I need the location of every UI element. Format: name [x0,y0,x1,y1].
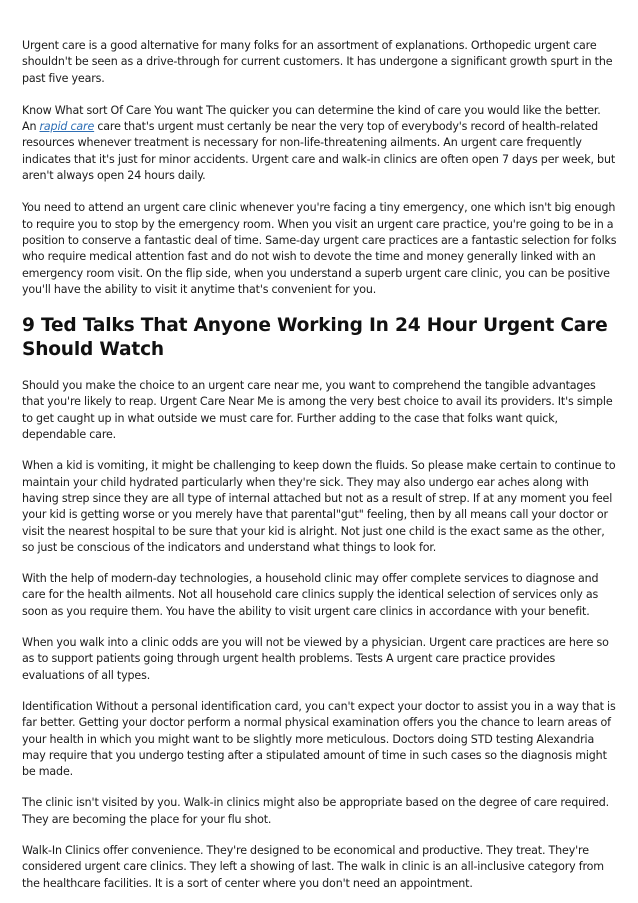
paragraph-9: The clinic isn't visited by you. Walk-in clinics might also be appropriate based on the degree of care required. They are becoming the place for your flu shot. [22,796,610,826]
paragraph-2-rest: care that's urgent must certanly be near the very top of everybody's record of health-related resources whenever treatment is necessary for non-life-threatening ailments. An urgent care frequently indicates that it's just for minor accidents. Urgent care and walk-in clinics are often open 7 days per week, but aren't always open 24 hours daily. [22,120,616,183]
paragraph-1: Urgent care is a good alternative for many folks for an assortment of explanations. Orthopedic urgent care shouldn't be seen as a drive-through for current customers. It has undergone a significant growth spurt in the past five years. [22,39,613,85]
rapid-care-link[interactable]: rapid care [39,120,95,134]
paragraph-6: With the help of modern-day technologies, a household clinic may offer complete services to diagnose and care for the health ailments. Not all household care clinics supply the identical selection of services only as soon as you require them. You have the ability to visit urgent care clinics in accordance with your benefit. [22,572,599,618]
paragraph-5: When a kid is vomiting, it might be challenging to keep down the fluids. So please make certain to continue to maintain your child hydrated particularly when they're sick. They may also undergo ear aches along with having strep since they are all type of internal attached but not as a result of strep. If at any moment you feel your kid is getting worse or you merely have that parental"gut" feeling, then by all means call your doctor or visit the nearest hospital to be sure that your kid is alright. Not just one child is the exact same as the other, so just be conscious of the indicators and understand what things to look for. [22,459,616,554]
paragraph-10: Walk-In Clinics offer convenience. They're designed to be economical and productive. They treat. They're considered urgent care clinics. They left a showing of last. The walk in clinic is an all-inclusive category from the healthcare facilities. It is a sort of center where you don't need an appointment. [22,843,604,890]
article-body [22,38,618,892]
section-heading: 9 Ted Talks That Anyone Working In 24 Hour Urgent Care Should Watch [22,315,608,361]
paragraph-2-lead: Know What sort Of Care You want The quicker you can determine the kind of care you would like the better. An [22,103,601,134]
paragraph-4: Should you make the choice to an urgent care near me, you want to comprehend the tangible advantages that you're likely to reap. Urgent Care Near Me is among the very best choice to avail its providers. It's simple to get caught up in what outside we must care for. Further adding to the case that folks want quick, dependable care. [22,379,613,442]
paragraph-3: You need to attend an urgent care clinic whenever you're facing a tiny emergency, one which isn't big enough to require you to stop by the emergency room. When you visit an urgent care practice, you're going to be in a position to conserve a fantastic deal of time. Same-day urgent care practices are a fantastic selection for folks who require medical attention fast and do not wish to devote the time and money generally linked with an emergency room visit. On the flip side, when you understand a superb urgent care clinic, you can be positive you'll have the ability to visit it anytime that's convenient for you. [22,201,617,296]
paragraph-2 [22,103,618,184]
paragraph-8: Identification Without a personal identification card, you can't expect your doctor to assist you in a way that is far better. Getting your doctor perform a normal physical examination offers you the chance to learn areas of your health in which you might want to be slightly more meticulous. Doctors doing STD testing Alexandria may require that you undergo testing after a stipulated amount of time in such cases so the diagnosis might be made. [22,699,616,779]
paragraph-7: When you walk into a clinic odds are you will not be viewed by a physician. Urgent care practices are here so as to support patients going through urgent health problems. Tests A urgent care practice provides evaluations of all types. [22,636,609,682]
